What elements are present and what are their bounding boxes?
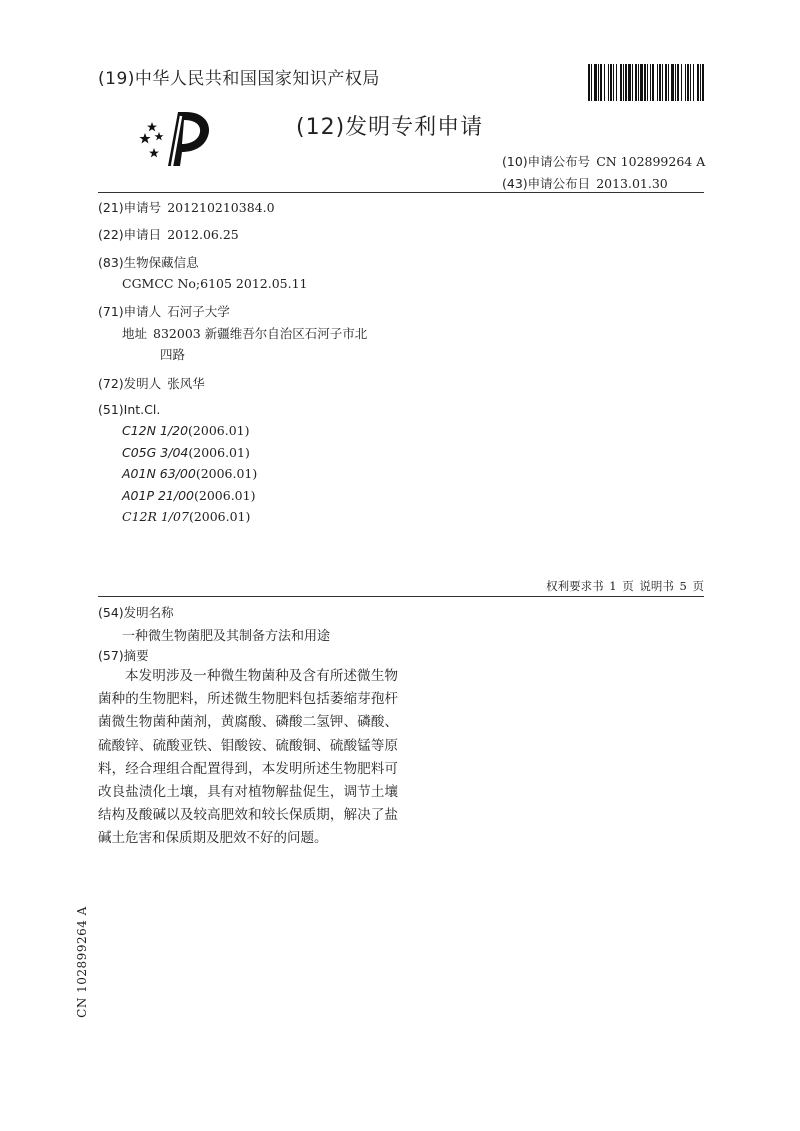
side-publication-number <box>70 897 94 1027</box>
office-header <box>98 64 380 89</box>
applicant-row <box>98 302 230 320</box>
ipc-version: (2006.01) <box>188 423 250 438</box>
ipc-code: C05G 3/04 <box>122 445 189 460</box>
app-date-value: 2012.06.25 <box>167 227 239 242</box>
ipc-entry <box>122 509 250 524</box>
abstract-label: 摘要 <box>123 648 149 663</box>
address-line-2: 四路 <box>160 347 186 362</box>
applicant-value: 石河子大学 <box>167 304 230 319</box>
office-name: 中华人民共和国国家知识产权局 <box>134 69 380 89</box>
publication-date-row <box>502 174 668 192</box>
address-line-1: 832003 新疆维吾尔自治区石河子市北 <box>153 326 368 341</box>
pages-note: 权利要求书 1 页 说明书 5 页 <box>546 579 704 593</box>
bio-deposit-label: 生物保藏信息 <box>123 255 199 270</box>
ipc-version: (2006.01) <box>194 488 256 503</box>
doc-kind-label: 发明专利申请 <box>345 115 484 140</box>
title-heading-row <box>98 603 174 621</box>
inventor-code: (72) <box>98 376 124 391</box>
inventor-value: 张风华 <box>167 376 205 391</box>
applicant-label: 申请人 <box>123 304 162 319</box>
pub-date-code: (43) <box>502 176 528 191</box>
ipc-version: (2006.01) <box>195 466 258 481</box>
ipc-version: (2006.01) <box>188 509 251 524</box>
ipc-entry <box>122 423 249 438</box>
document-kind-title <box>296 110 483 141</box>
int-cl-label: Int.Cl. <box>123 402 161 417</box>
doc-kind-code: (12) <box>296 115 346 140</box>
side-number-text: CN 102899264 A <box>75 906 89 1018</box>
app-no-code: (21) <box>98 200 124 215</box>
ipc-code: A01N 63/00 <box>122 466 196 481</box>
title-label: 发明名称 <box>123 605 174 620</box>
app-no-value: 201210210384.0 <box>167 200 275 215</box>
sipo-emblem-icon <box>132 108 214 170</box>
pub-no-label: 申请公布号 <box>527 154 591 169</box>
app-date-label: 申请日 <box>123 227 162 242</box>
ipc-code: C12N 1/20 <box>122 423 189 438</box>
application-date-row <box>98 225 239 243</box>
bio-deposit-value: CGMCC No;6105 2012.05.11 <box>122 276 308 291</box>
office-code: (19) <box>98 69 135 89</box>
bio-deposit-code: (83) <box>98 255 124 270</box>
abstract-text: 本发明涉及一种微生物菌种及含有所述微生物菌种的生物肥料，所述微生物肥料包括萎缩芽孢杆菌微生物菌种菌剂，黄腐酸、磷酸二氢钾、磷酸、硫酸锌、硫酸亚铁、钼酸铵、硫酸铜、硫酸锰等原料，经合理组合配置得到，本发明所述生物肥料可改良盐渍化土壤，具有对植物解盐促生，调节土壤结构及酸碱以及较高肥效和较长保质期，解决了盐碱土危害和保质期及肥效不好的问题。 <box>98 668 398 847</box>
inventor-row <box>98 374 205 392</box>
pub-no-code: (10) <box>502 154 528 169</box>
applicant-code: (71) <box>98 304 124 319</box>
inventor-label: 发明人 <box>123 376 162 391</box>
ipc-entry <box>122 466 257 481</box>
abstract-heading-row <box>98 646 149 664</box>
int-cl-row <box>98 402 160 417</box>
invention-title: 一种微生物菌肥及其制备方法和用途 <box>122 629 331 644</box>
app-no-label: 申请号 <box>123 200 162 215</box>
ipc-code: C12R 1/07 <box>122 509 189 524</box>
application-number-row <box>98 198 275 216</box>
ipc-entry <box>122 488 255 503</box>
barcode-image <box>588 64 704 101</box>
header-rule <box>98 192 704 193</box>
app-date-code: (22) <box>98 227 124 242</box>
int-cl-code: (51) <box>98 402 124 417</box>
publication-number-row <box>502 152 705 170</box>
title-code: (54) <box>98 605 124 620</box>
abstract-code: (57) <box>98 648 124 663</box>
section-rule <box>98 596 704 597</box>
ipc-version: (2006.01) <box>188 445 250 460</box>
ipc-entry <box>122 445 250 460</box>
bio-deposit-row <box>98 253 199 271</box>
address-label: 地址 <box>122 326 148 341</box>
pub-date-value: 2013.01.30 <box>596 176 668 191</box>
ipc-code: A01P 21/00 <box>122 488 194 503</box>
pub-date-label: 申请公布日 <box>527 176 591 191</box>
pub-no-value: CN 102899264 A <box>596 154 706 169</box>
address-row <box>122 324 367 342</box>
